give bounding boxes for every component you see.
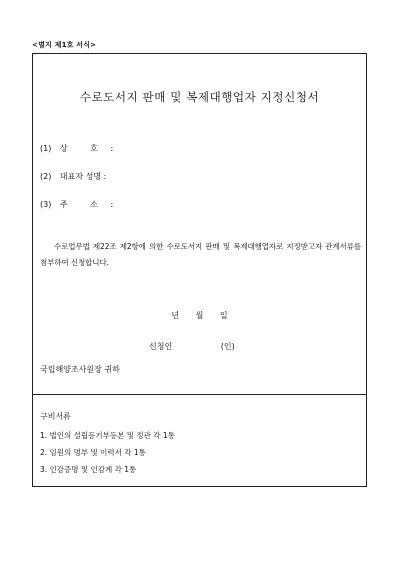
field-label: 주 소 — [59, 200, 108, 209]
field-number: (2) — [40, 172, 52, 181]
field-colon: : — [110, 200, 114, 209]
applicant-line — [149, 341, 235, 352]
field-label: 상 호 — [59, 144, 108, 153]
seal-mark: (인) — [220, 342, 235, 351]
application-section — [33, 54, 366, 395]
field-label: 대표자 성명 — [59, 172, 102, 181]
field-address — [40, 199, 113, 210]
applicant-label: 신청인 — [149, 342, 173, 351]
form-number-label: <별지 제1호 서식> — [32, 41, 97, 49]
required-document-item: 1. 법인의 설립등기부등본 및 정관 각 1통 — [40, 431, 175, 440]
field-colon: : — [103, 172, 107, 181]
required-document-item: 3. 인감증명 및 인감계 각 1통 — [40, 465, 137, 474]
field-number: (3) — [40, 200, 52, 209]
application-statement: 수로업무법 제22조 제2항에 의한 수로도서지 판매 및 복제대행업자로 지정받고자 관계서류를 첨부하여 신청합니다. — [40, 242, 361, 267]
field-trade-name — [40, 143, 113, 154]
field-colon: : — [110, 144, 114, 153]
form-title: 수로도서지 판매 및 복제대행업자 지정신청서 — [79, 90, 320, 104]
addressee: 국립해양조사원장 귀하 — [40, 365, 120, 374]
required-document-item: 2. 임원의 명부 및 이력서 각 1통 — [40, 448, 146, 457]
date-line: 년 월 일 — [171, 311, 228, 320]
required-documents-title: 구비서류 — [40, 412, 71, 421]
field-number: (1) — [40, 144, 52, 153]
application-form — [32, 53, 367, 487]
field-representative-name — [40, 171, 106, 182]
